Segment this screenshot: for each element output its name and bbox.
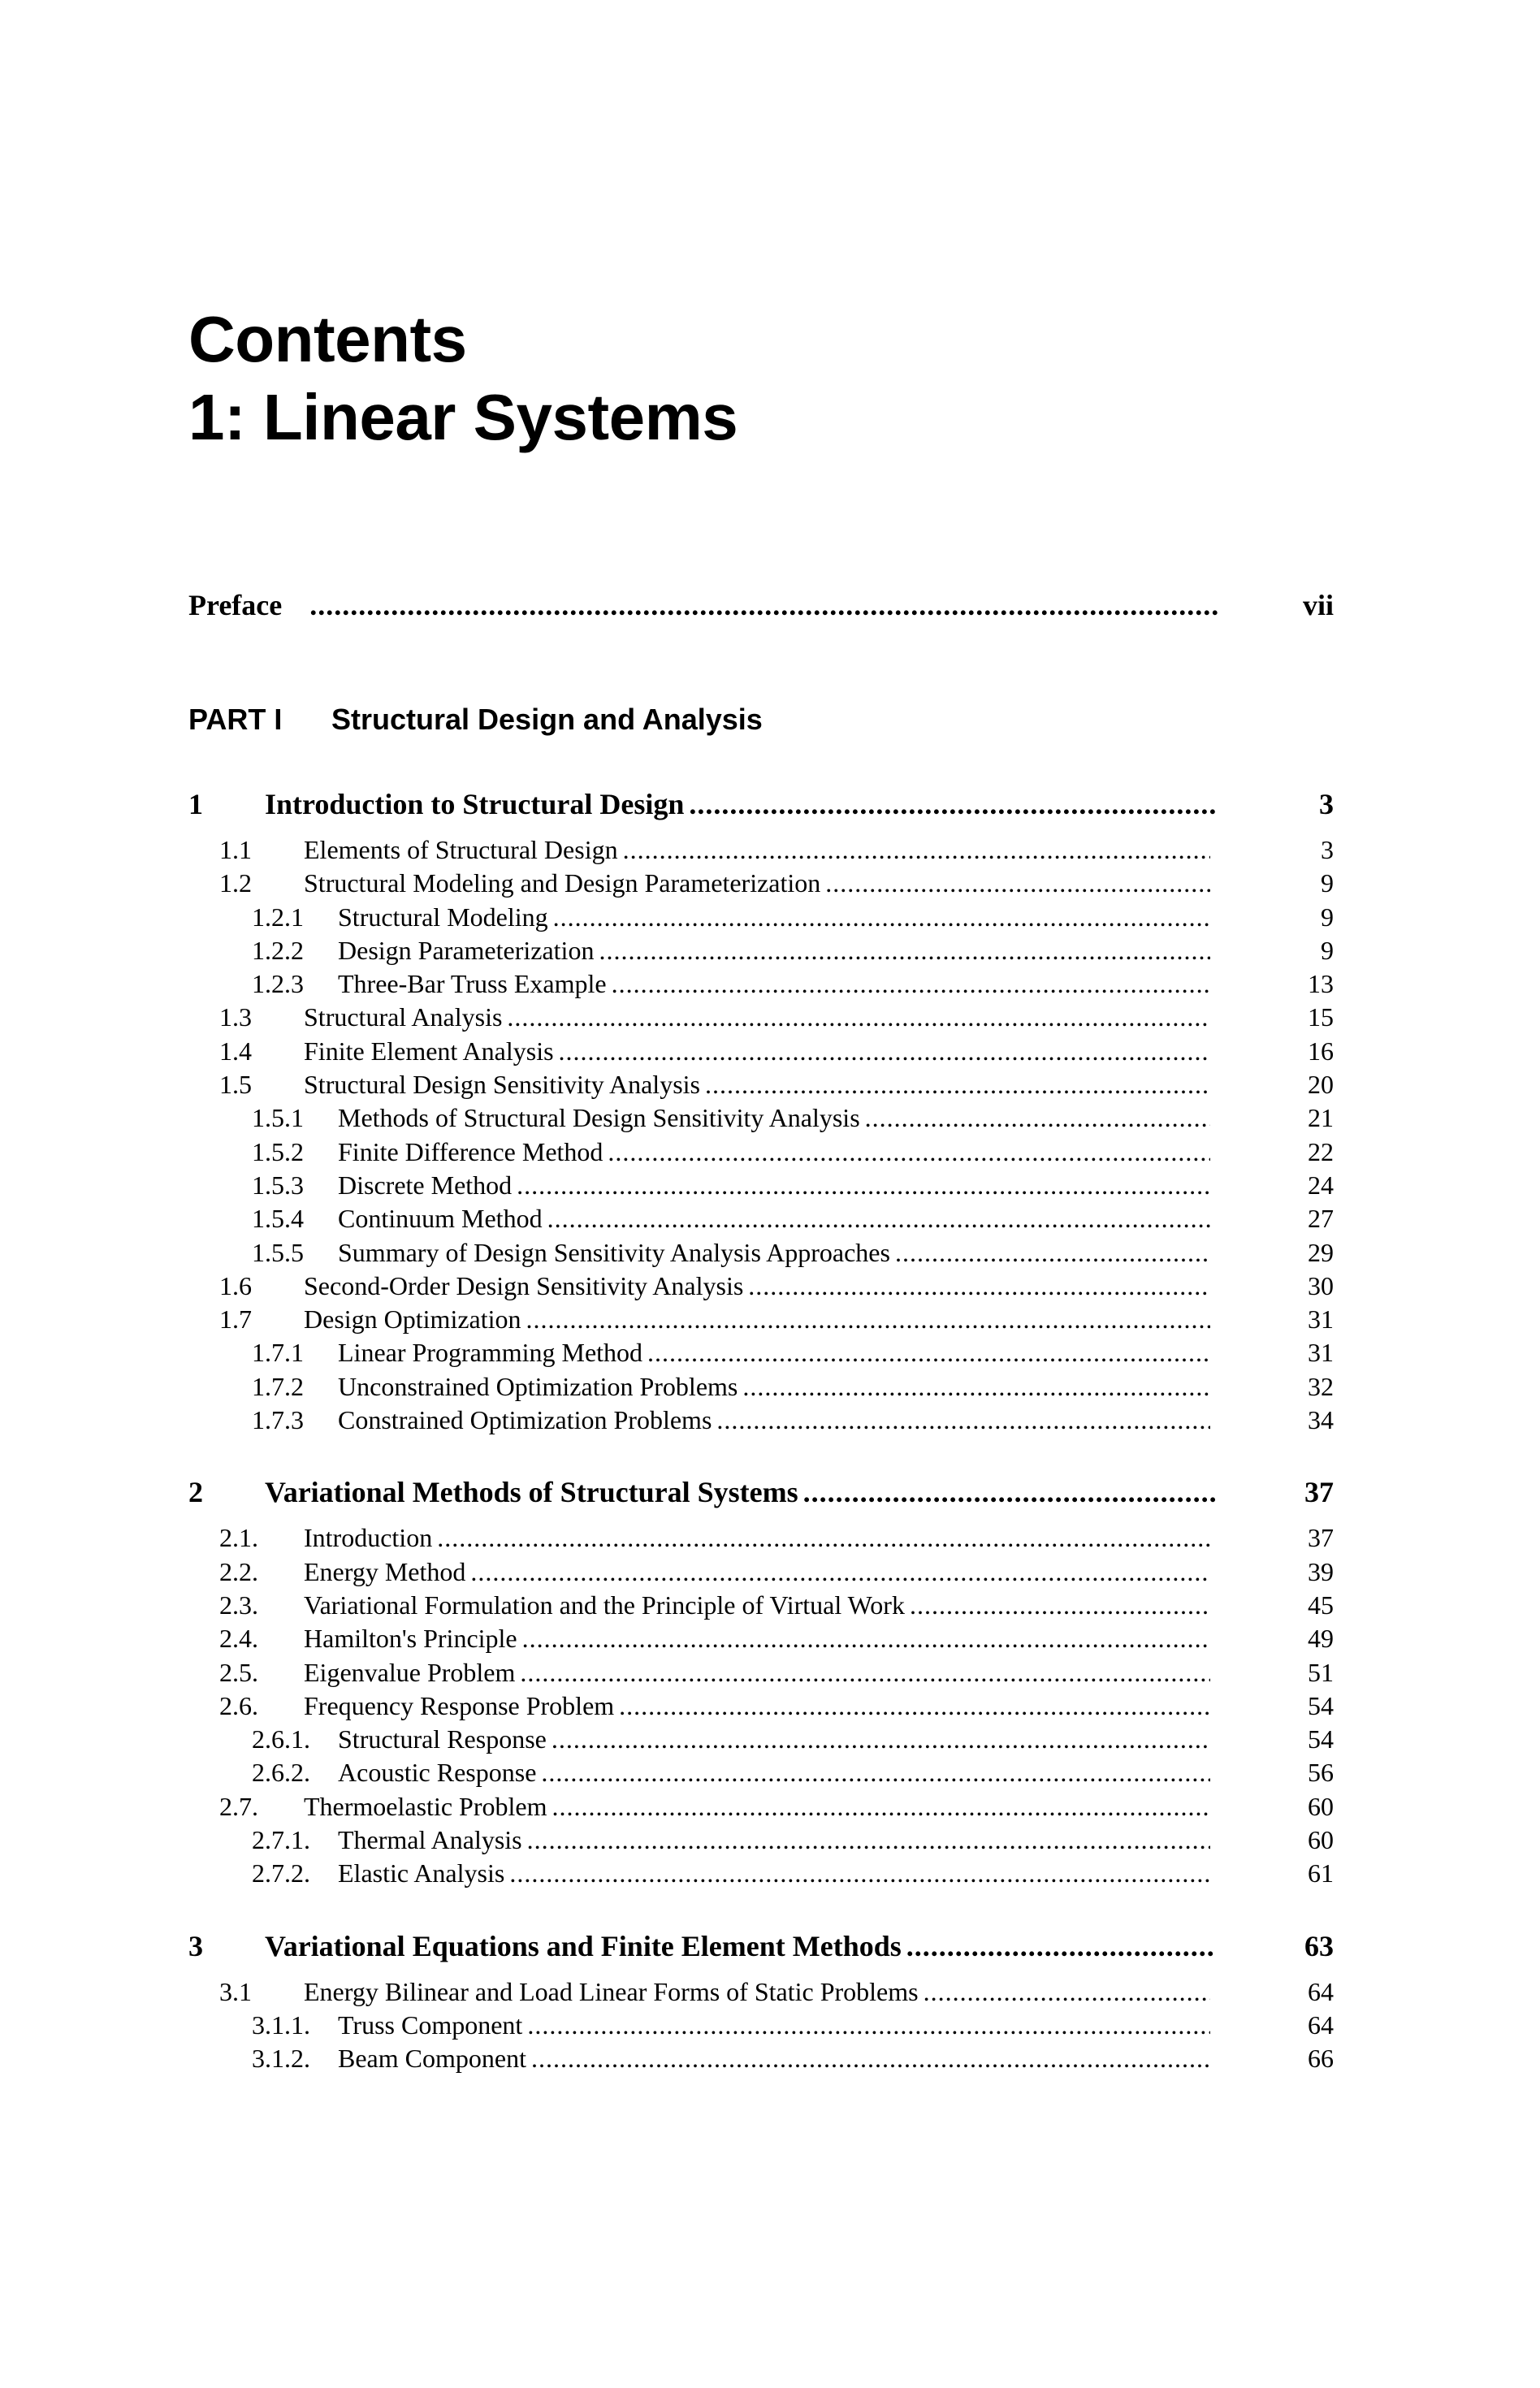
toc-section-entry[interactable]: [188, 1975, 1334, 2009]
toc-section-title: Thermal Analysis: [338, 1825, 522, 1855]
toc-chapter-number: 1: [188, 788, 203, 820]
dot-leader: [552, 1790, 1210, 1823]
toc-section-number: 1.2.3: [252, 969, 304, 999]
toc-preface-entry[interactable]: [188, 569, 1334, 642]
toc-section-page: 27: [1308, 1204, 1334, 1234]
toc-entry-title: Preface: [188, 589, 283, 621]
toc-section-number: 3.1.1.: [252, 2009, 310, 2040]
toc-section-page: 34: [1308, 1405, 1334, 1435]
toc-section-title: Structural Response: [338, 1724, 547, 1754]
toc-chapter-title: Introduction to Structural Design: [265, 788, 685, 820]
toc-section-number: 2.6.1.: [252, 1724, 310, 1754]
toc-section-title: Constrained Optimization Problems: [338, 1405, 712, 1435]
toc-section-title: Methods of Structural Design Sensitivity Analysis: [338, 1103, 860, 1133]
part-heading: [188, 687, 1334, 752]
toc-section-entry[interactable]: [188, 833, 1334, 867]
toc-section-page: 64: [1308, 1976, 1334, 2006]
dot-leader: [742, 1370, 1210, 1404]
toc-section-title: Acoustic Response: [338, 1758, 537, 1788]
toc-section-number: 1.7.2: [252, 1371, 304, 1401]
toc-section-number: 1.5.4: [252, 1204, 304, 1234]
table-of-contents: [188, 569, 1334, 2076]
dot-leader: [906, 1923, 1215, 1969]
toc-section-page: 66: [1308, 2044, 1334, 2074]
toc-section-page: 9: [1321, 902, 1334, 932]
title-line-contents: Contents: [188, 303, 467, 375]
toc-section-page: 56: [1308, 1758, 1334, 1788]
toc-chapter-page: 3: [1319, 788, 1334, 820]
toc-section-number: 1.2: [219, 868, 252, 898]
toc-section-title: Three-Bar Truss Example: [338, 969, 607, 999]
toc-section-title: Structural Analysis: [304, 1002, 503, 1032]
toc-section-number: 2.1.: [219, 1523, 258, 1553]
toc-section-number: 1.5.1: [252, 1103, 304, 1133]
dot-leader: [924, 1975, 1210, 2009]
dot-leader: [599, 934, 1210, 967]
toc-section-page: 45: [1308, 1590, 1334, 1620]
toc-section-page: 15: [1308, 1002, 1334, 1032]
toc-section-number: 2.5.: [219, 1657, 258, 1687]
toc-section-title: Design Optimization: [304, 1304, 521, 1335]
dot-leader: [541, 1756, 1210, 1789]
toc-section-number: 1.5: [219, 1070, 252, 1100]
dot-leader: [522, 1622, 1210, 1655]
toc-section-title: Hamilton's Principle: [304, 1624, 517, 1654]
toc-section-title: Thermoelastic Problem: [304, 1791, 547, 1821]
dot-leader: [517, 1169, 1210, 1202]
toc-subsection-entry[interactable]: [188, 1101, 1334, 1135]
toc-subsection-entry[interactable]: [188, 1370, 1334, 1404]
toc-section-title: Continuum Method: [338, 1204, 543, 1234]
toc-chapter-title: Variational Methods of Structural Systems: [265, 1476, 798, 1509]
toc-section-number: 1.2.2: [252, 935, 304, 965]
toc-section-number: 1.2.1: [252, 902, 304, 932]
toc-subsection-entry[interactable]: [188, 1857, 1334, 1890]
toc-section-page: 60: [1308, 1791, 1334, 1821]
toc-chapter-page: 63: [1304, 1929, 1334, 1962]
dot-leader: [748, 1270, 1210, 1303]
toc-subsection-entry[interactable]: [188, 1236, 1334, 1270]
toc-section-entry[interactable]: [188, 1303, 1334, 1336]
toc-section-title: Finite Element Analysis: [304, 1036, 554, 1066]
dot-leader: [547, 1202, 1210, 1235]
toc-section-page: 51: [1308, 1657, 1334, 1687]
dot-leader: [527, 2009, 1210, 2042]
toc-section-title: Unconstrained Optimization Problems: [338, 1371, 738, 1401]
dot-leader: [865, 1101, 1210, 1135]
toc-section-entry[interactable]: [188, 1589, 1334, 1622]
toc-subsection-entry[interactable]: [188, 2042, 1334, 2075]
toc-section-number: 1.3: [219, 1002, 252, 1032]
toc-section-page: 60: [1308, 1825, 1334, 1855]
toc-section-page: 37: [1308, 1523, 1334, 1553]
toc-section-title: Elastic Analysis: [338, 1858, 505, 1888]
toc-chapter-entry[interactable]: [188, 781, 1334, 827]
dot-leader: [689, 781, 1215, 827]
toc-section-entry[interactable]: [188, 1555, 1334, 1589]
toc-section-page: 30: [1308, 1270, 1334, 1300]
toc-section-title: Summary of Design Sensitivity Analysis Approaches: [338, 1237, 890, 1267]
toc-section-title: Structural Modeling and Design Parameterization: [304, 868, 821, 898]
dot-leader: [612, 967, 1210, 1001]
toc-section-page: 13: [1308, 969, 1334, 999]
toc-section-number: 2.7.1.: [252, 1825, 310, 1855]
dot-leader: [647, 1336, 1210, 1369]
toc-section-entry[interactable]: [188, 1270, 1334, 1303]
dot-leader: [553, 901, 1210, 934]
toc-subsection-entry[interactable]: [188, 901, 1334, 934]
toc-section-number: 2.2.: [219, 1556, 258, 1586]
dot-leader: [437, 1521, 1210, 1555]
toc-section-number: 1.7: [219, 1304, 252, 1335]
toc-section-title: Linear Programming Method: [338, 1338, 643, 1368]
toc-section-title: Introduction: [304, 1523, 433, 1553]
dot-leader: [520, 1656, 1210, 1689]
part-title: Structural Design and Analysis: [331, 703, 763, 736]
toc-section-page: 49: [1308, 1624, 1334, 1654]
dot-leader: [705, 1068, 1210, 1101]
part-number: PART I: [188, 703, 283, 736]
dot-leader: [552, 1723, 1210, 1756]
toc-section-number: 1.7.3: [252, 1405, 304, 1435]
dot-leader: [803, 1469, 1215, 1515]
toc-section-number: 2.6.: [219, 1690, 258, 1720]
toc-section-entry[interactable]: [188, 1068, 1334, 1101]
toc-subsection-entry[interactable]: [188, 967, 1334, 1001]
dot-leader: [526, 1303, 1210, 1336]
toc-entry-page: vii: [1302, 589, 1334, 621]
toc-section-page: 54: [1308, 1724, 1334, 1754]
toc-section-number: 2.7.: [219, 1791, 258, 1821]
toc-subsection-entry[interactable]: [188, 1136, 1334, 1169]
toc-chapter-title: Variational Equations and Finite Element Methods: [265, 1929, 902, 1962]
toc-section-page: 39: [1308, 1556, 1334, 1586]
toc-section-page: 3: [1321, 835, 1334, 864]
toc-section-title: Structural Design Sensitivity Analysis: [304, 1070, 700, 1100]
toc-section-number: 1.7.1: [252, 1338, 304, 1368]
dot-leader: [527, 1823, 1210, 1857]
toc-section-number: 1.4: [219, 1036, 252, 1066]
toc-section-page: 22: [1308, 1136, 1334, 1166]
toc-section-page: 29: [1308, 1237, 1334, 1267]
toc-section-page: 31: [1308, 1304, 1334, 1335]
dot-leader: [623, 833, 1210, 867]
toc-subsection-entry[interactable]: [188, 934, 1334, 967]
dot-leader: [509, 1857, 1210, 1890]
toc-subsection-entry[interactable]: [188, 1404, 1334, 1437]
toc-section-page: 54: [1308, 1690, 1334, 1720]
toc-section-entry[interactable]: [188, 1521, 1334, 1555]
toc-section-number: 1.6: [219, 1270, 252, 1300]
dot-leader: [716, 1404, 1210, 1437]
toc-section-entry[interactable]: [188, 867, 1334, 900]
toc-chapter-number: 2: [188, 1476, 203, 1509]
toc-section-number: 2.6.2.: [252, 1758, 310, 1788]
toc-section-number: 2.3.: [219, 1590, 258, 1620]
toc-chapter-entry[interactable]: [188, 1469, 1334, 1515]
toc-section-page: 16: [1308, 1036, 1334, 1066]
toc-section-entry[interactable]: [188, 1035, 1334, 1068]
toc-section-page: 32: [1308, 1371, 1334, 1401]
toc-section-title: Finite Difference Method: [338, 1136, 603, 1166]
dot-leader: [559, 1035, 1210, 1068]
toc-section-title: Structural Modeling: [338, 902, 548, 932]
dot-leader: [608, 1136, 1210, 1169]
toc-section-title: Truss Component: [338, 2009, 523, 2040]
dot-leader: [531, 2042, 1210, 2075]
toc-section-title: Elements of Structural Design: [304, 835, 618, 864]
toc-section-page: 61: [1308, 1858, 1334, 1888]
toc-section-title: Second-Order Design Sensitivity Analysis: [304, 1270, 744, 1300]
page-title: [188, 301, 738, 456]
toc-section-entry[interactable]: [188, 1790, 1334, 1823]
toc-section-page: 9: [1321, 868, 1334, 898]
toc-section-title: Discrete Method: [338, 1170, 513, 1200]
dot-leader: [910, 1589, 1210, 1622]
toc-section-entry[interactable]: [188, 1622, 1334, 1655]
toc-section-title: Energy Method: [304, 1556, 466, 1586]
toc-section-page: 9: [1321, 935, 1334, 965]
toc-section-number: 1.5.3: [252, 1170, 304, 1200]
dot-leader: [825, 867, 1210, 900]
toc-section-page: 20: [1308, 1070, 1334, 1100]
toc-section-title: Energy Bilinear and Load Linear Forms of Static Problems: [304, 1976, 919, 2006]
dot-leader: [470, 1555, 1210, 1589]
toc-subsection-entry[interactable]: [188, 1723, 1334, 1756]
title-line-volume: 1: Linear Systems: [188, 381, 738, 453]
toc-section-page: 64: [1308, 2009, 1334, 2040]
toc-section-title: Beam Component: [338, 2044, 526, 2074]
toc-section-page: 21: [1308, 1103, 1334, 1133]
toc-subsection-entry[interactable]: [188, 1823, 1334, 1857]
toc-section-number: 2.7.2.: [252, 1858, 310, 1888]
toc-section-title: Design Parameterization: [338, 935, 595, 965]
toc-subsection-entry[interactable]: [188, 1169, 1334, 1202]
toc-subsection-entry[interactable]: [188, 1756, 1334, 1789]
dot-leader: [895, 1236, 1210, 1270]
toc-section-title: Frequency Response Problem: [304, 1690, 615, 1720]
toc-subsection-entry[interactable]: [188, 1336, 1334, 1369]
toc-section-title: Variational Formulation and the Principle of Virtual Work: [304, 1590, 905, 1620]
toc-section-number: 1.5.5: [252, 1237, 304, 1267]
dot-leader: [619, 1689, 1210, 1723]
dot-leader: [309, 569, 1220, 642]
toc-section-number: 2.4.: [219, 1624, 258, 1654]
toc-chapter-entry[interactable]: [188, 1923, 1334, 1969]
toc-subsection-entry[interactable]: [188, 2009, 1334, 2042]
toc-section-number: 1.5.2: [252, 1136, 304, 1166]
toc-section-title: Eigenvalue Problem: [304, 1657, 516, 1687]
toc-section-page: 24: [1308, 1170, 1334, 1200]
dot-leader: [507, 1001, 1210, 1034]
toc-section-number: 1.1: [219, 835, 252, 864]
toc-section-number: 3.1.2.: [252, 2044, 310, 2074]
chapter-list: [188, 781, 1334, 2076]
toc-section-entry[interactable]: [188, 1001, 1334, 1034]
toc-section-entry[interactable]: [188, 1656, 1334, 1689]
toc-chapter-number: 3: [188, 1929, 203, 1962]
toc-chapter-page: 37: [1304, 1476, 1334, 1509]
toc-section-page: 31: [1308, 1338, 1334, 1368]
toc-section-number: 3.1: [219, 1976, 252, 2006]
toc-section-entry[interactable]: [188, 1689, 1334, 1723]
toc-subsection-entry[interactable]: [188, 1202, 1334, 1235]
